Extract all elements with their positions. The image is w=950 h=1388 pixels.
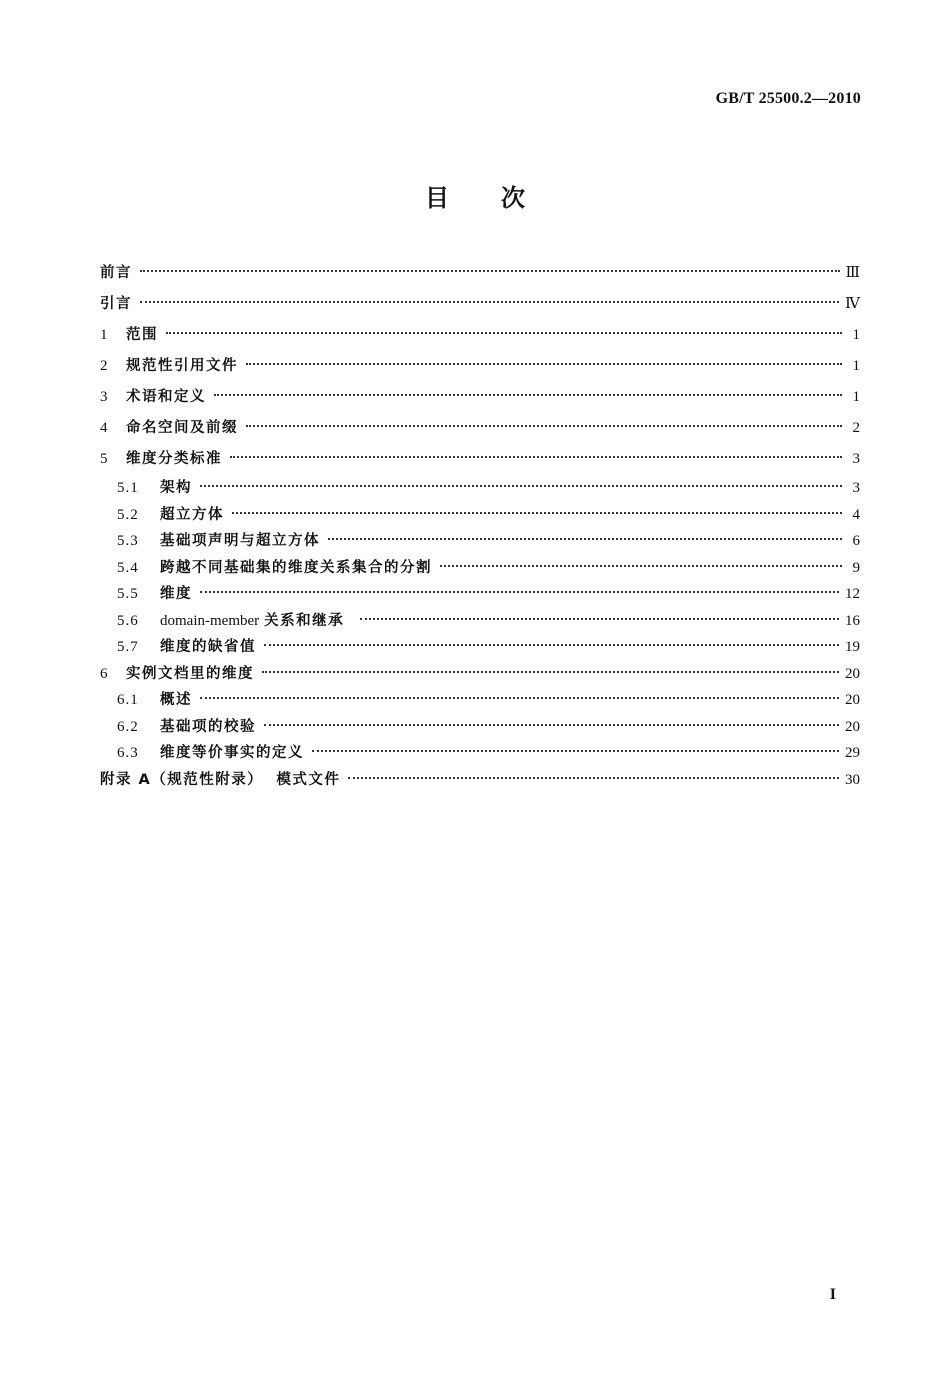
toc-entry-6[interactable] — [100, 661, 860, 688]
dot-leader — [200, 485, 842, 487]
toc-page-number: 3 — [852, 451, 860, 467]
toc-label: 附录 A（规范性附录） 模式文件 — [100, 771, 341, 788]
toc-label: 前言 — [100, 265, 132, 281]
toc-section-number: 5.5 — [117, 586, 139, 602]
toc-page-number: 9 — [852, 559, 860, 576]
toc-entry-4[interactable] — [100, 413, 860, 444]
dot-leader — [440, 565, 842, 567]
toc-page-number: 20 — [845, 692, 860, 708]
toc-entry-2[interactable] — [100, 351, 860, 382]
dot-leader — [262, 671, 839, 673]
toc-page-number: 20 — [845, 718, 860, 735]
toc-page-number: 2 — [852, 420, 860, 436]
toc-entry-6-2[interactable] — [100, 714, 860, 741]
toc-page-number: 20 — [845, 665, 860, 682]
dot-leader — [312, 750, 839, 752]
dot-leader — [360, 618, 839, 620]
dot-leader — [348, 777, 839, 779]
toc-section-number: 6.2 — [117, 718, 139, 735]
toc-section-number: 5 — [100, 451, 108, 467]
toc-entry-5[interactable] — [100, 444, 860, 475]
toc-section-number: 1 — [100, 327, 108, 343]
toc-label: 概述 — [160, 692, 192, 708]
toc-page-number: 6 — [852, 533, 860, 549]
toc-section-number: 5.2 — [117, 506, 139, 523]
toc-page-number: 29 — [845, 745, 860, 761]
toc-section-number: 2 — [100, 358, 108, 374]
toc-label: 超立方体 — [160, 506, 224, 523]
toc-page-number: 1 — [852, 389, 860, 405]
toc-label: 范围 — [126, 327, 158, 343]
dot-leader — [200, 591, 839, 593]
toc-entry-6-1[interactable] — [100, 687, 860, 714]
toc-label: 维度 — [160, 586, 192, 602]
dot-leader — [140, 270, 840, 272]
toc-entry-5-7[interactable] — [100, 634, 860, 661]
toc-entry-3[interactable] — [100, 382, 860, 413]
page-number: I — [829, 1286, 836, 1303]
dot-leader — [166, 332, 842, 334]
toc-label: 引言 — [100, 296, 132, 312]
toc-section-number: 5.4 — [117, 559, 139, 576]
toc-label: 跨越不同基础集的维度关系集合的分割 — [160, 559, 432, 576]
toc-label-suffix: 关系和继承 — [264, 612, 345, 629]
toc-entry-appendix-a[interactable] — [100, 767, 860, 794]
toc-section-number: 5.1 — [117, 480, 139, 496]
table-of-contents — [100, 258, 860, 793]
toc-page-number: Ⅳ — [845, 296, 860, 312]
toc-page-number: 19 — [845, 639, 860, 655]
page-title: 目次 — [425, 184, 577, 212]
dot-leader — [214, 394, 842, 396]
toc-section-number: 5.3 — [117, 533, 139, 549]
toc-page-number: 3 — [852, 480, 860, 496]
dot-leader — [246, 363, 842, 365]
toc-entry-5-6[interactable] — [100, 608, 860, 635]
toc-label: 术语和定义 — [126, 389, 206, 405]
dot-leader — [140, 301, 839, 303]
toc-entry-5-4[interactable] — [100, 555, 860, 582]
toc-section-number: 6.3 — [117, 745, 139, 761]
dot-leader — [246, 425, 842, 427]
toc-entry-5-1[interactable] — [100, 475, 860, 502]
toc-page-number: 4 — [852, 506, 860, 523]
toc-page-number: 30 — [845, 771, 860, 788]
toc-page-number: Ⅲ — [845, 265, 860, 281]
toc-section-number: 6 — [100, 665, 108, 682]
toc-label: 维度分类标准 — [126, 451, 222, 467]
toc-page-number: 1 — [852, 358, 860, 374]
toc-entry-5-5[interactable] — [100, 581, 860, 608]
toc-entry-5-2[interactable] — [100, 502, 860, 529]
toc-label: 基础项的校验 — [160, 718, 256, 735]
dot-leader — [328, 538, 842, 540]
toc-section-number: 4 — [100, 420, 108, 436]
toc-section-number: 3 — [100, 389, 108, 405]
toc-entry-1[interactable] — [100, 320, 860, 351]
toc-section-number: 5.6 — [117, 612, 139, 629]
toc-label: 维度的缺省值 — [160, 639, 256, 655]
toc-label: 规范性引用文件 — [126, 358, 238, 374]
toc-page-number: 1 — [852, 327, 860, 343]
toc-entry-5-3[interactable] — [100, 528, 860, 555]
dot-leader — [264, 724, 839, 726]
toc-label: 架构 — [160, 480, 192, 496]
dot-leader — [232, 512, 842, 514]
toc-page-number: 12 — [845, 586, 860, 602]
dot-leader — [230, 456, 842, 458]
toc-section-number: 6.1 — [117, 692, 139, 708]
toc-entry-6-3[interactable] — [100, 740, 860, 767]
toc-label-latin: domain-member — [160, 612, 260, 629]
toc-label: 基础项声明与超立方体 — [160, 533, 320, 549]
toc-entry-foreword[interactable] — [100, 258, 860, 289]
toc-section-number: 5.7 — [117, 639, 139, 655]
toc-page-number: 16 — [845, 612, 860, 629]
dot-leader — [264, 644, 839, 646]
toc-label: 实例文档里的维度 — [126, 665, 254, 682]
toc-entry-introduction[interactable] — [100, 289, 860, 320]
dot-leader — [200, 697, 839, 699]
toc-label: 命名空间及前缀 — [126, 420, 238, 436]
toc-label: 维度等价事实的定义 — [160, 745, 304, 761]
standard-number: GB/T 25500.2—2010 — [715, 90, 861, 107]
